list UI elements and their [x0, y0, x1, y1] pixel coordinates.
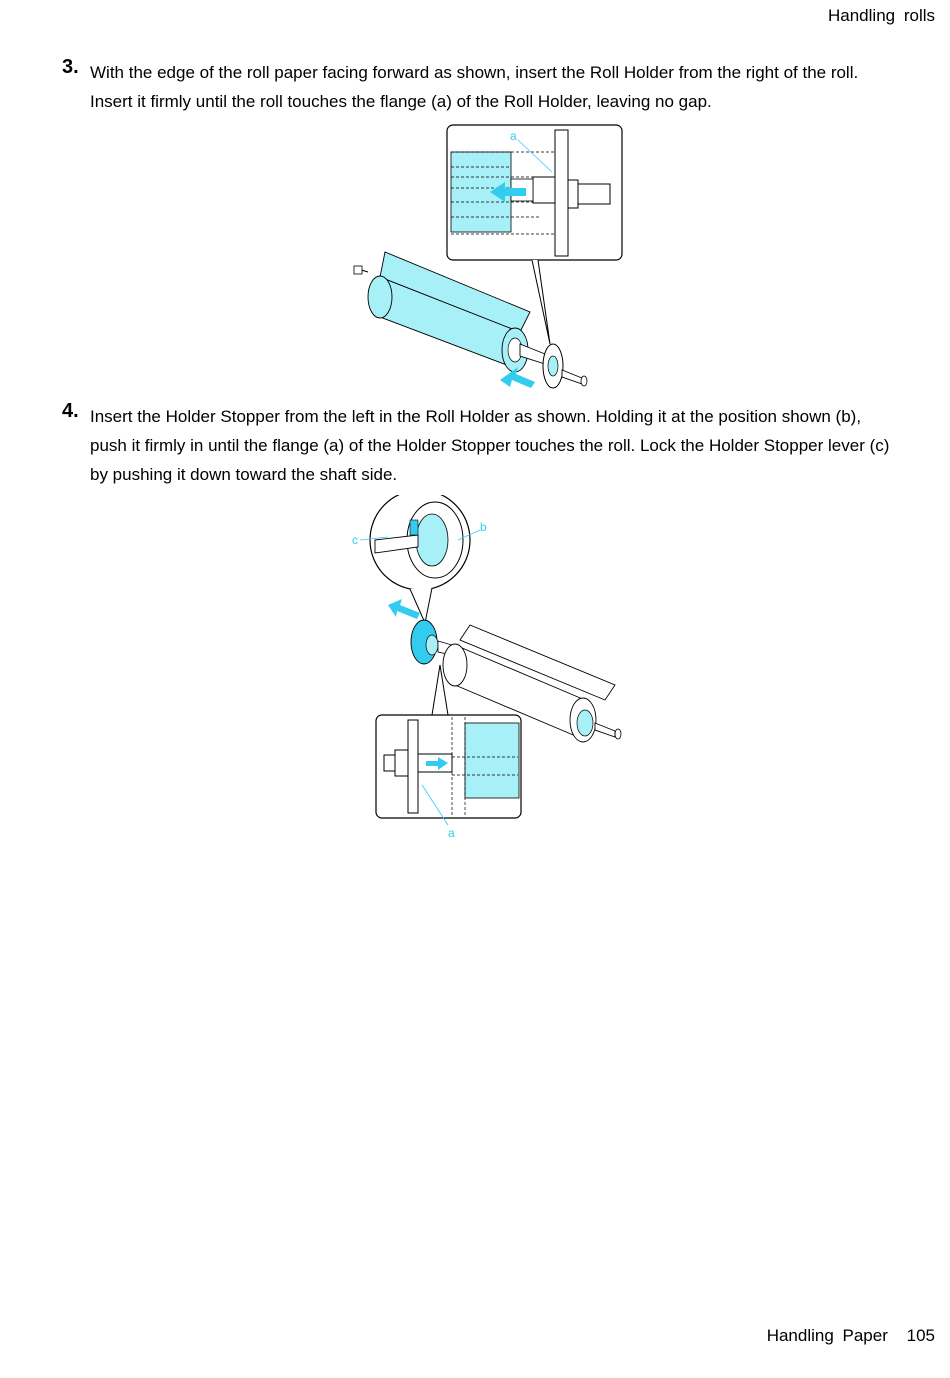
roll-holder-insert-illustration — [340, 122, 630, 397]
page-number: 105 — [906, 1326, 935, 1345]
label-c: c — [352, 533, 358, 547]
running-header: Handling rolls — [828, 6, 935, 25]
step-4 — [62, 402, 902, 489]
chapter-title: Handling Paper — [766, 1326, 888, 1345]
holder-stopper-insert-illustration — [340, 495, 640, 840]
step-number: 3. — [62, 56, 79, 78]
label-b: b — [480, 520, 487, 534]
step-3 — [62, 58, 902, 116]
step-text: With the edge of the roll paper facing forward as shown, insert the Roll Holder from the right of the roll. Insert it firmly until the roll touches the flange (a) of the Roll Holder, leaving no gap. — [90, 63, 859, 111]
label-a: a — [510, 129, 517, 143]
running-footer — [767, 1326, 935, 1346]
label-a: a — [448, 826, 455, 840]
step-number: 4. — [62, 400, 79, 422]
step-text: Insert the Holder Stopper from the left in the Roll Holder as shown. Holding it at the position shown (b), push it firmly in until the flange (a) of the Holder Stopper touches the roll. Lock the Holder Stopper lever (c) by pushing it down toward the shaft side. — [90, 407, 890, 484]
